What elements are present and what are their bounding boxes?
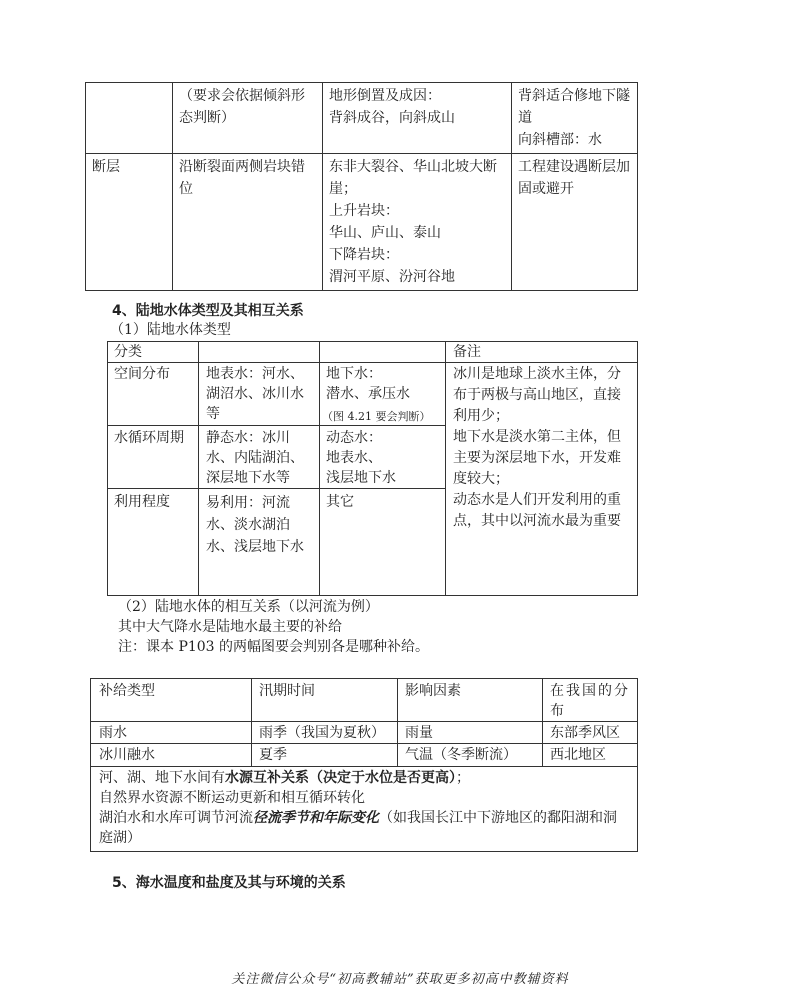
- table-cell: 断层: [86, 154, 173, 291]
- land-water-types-table: [107, 341, 638, 596]
- table-cell: 西北地区: [550, 747, 606, 763]
- table-row: [86, 83, 638, 154]
- divider: [91, 743, 637, 744]
- divider: [108, 488, 445, 489]
- dynamic-water-cell: 动态水： 地表水、 浅层地下水: [326, 430, 396, 486]
- table-cell: 背斜适合修地下隧道 向斜槽部：水: [512, 83, 638, 154]
- row-label-cycle: 水循环周期: [114, 430, 184, 446]
- header-flood-season: 汛期时间: [259, 683, 315, 699]
- groundwater-cell: 地下水： 潜水、承压水: [326, 366, 410, 402]
- table-cell: 沿断裂面两侧岩块错位: [173, 154, 323, 291]
- table-cell: 雨量: [405, 725, 433, 741]
- header-remark: 备注: [453, 344, 481, 360]
- header-factor: 影响因素: [405, 683, 461, 699]
- surface-water-cell: 地表水：河水、湖沼水、冰川水等: [206, 366, 304, 422]
- header-distribution: 在我国的分布: [550, 683, 630, 719]
- geologic-structure-table: [85, 82, 638, 291]
- divider: [91, 721, 637, 722]
- table-cell: 气温（冬季断流）: [405, 747, 517, 763]
- table-cell: （要求会依据倾斜形态判断）: [173, 83, 323, 154]
- note-line-1: 河、湖、地下水间有水源互补关系（决定于水位是否更高）；: [99, 770, 470, 786]
- divider: [108, 362, 637, 363]
- figure-note: （图 4.21 要会判断）: [322, 410, 431, 423]
- divider: [542, 679, 543, 767]
- subheading-relations: （2）陆地水体的相互关系（以河流为例）: [118, 599, 379, 615]
- header-classification: 分类: [114, 344, 142, 360]
- note-line-2: 自然界水资源不断运动更新和相互循环转化: [99, 790, 365, 806]
- note-line-3: 湖泊水和水库可调节河流径流季节和年际变化（如我国长江中下游地区的鄱阳湖和洞: [99, 810, 617, 826]
- row-label-usage: 利用程度: [114, 494, 170, 510]
- table-cell: 工程建设遇断层加固或避开: [512, 154, 638, 291]
- subheading-land-water-types: （1）陆地水体类型: [110, 322, 231, 338]
- textbook-note: 注：课本 P103 的两幅图要会判别各是哪种补给。: [118, 639, 430, 655]
- table-cell: 雨水: [99, 725, 127, 741]
- table-cell: 东非大裂谷、华山北坡大断崖； 上升岩块： 华山、庐山、泰山 下降岩块： 渭河平原、汾河谷地: [323, 154, 512, 291]
- divider: [198, 342, 199, 595]
- static-water-cell: 静态水：冰川水、内陆湖泊、深层地下水等: [206, 430, 304, 486]
- easy-use-cell: 易利用：河流水、淡水湖泊水、浅层地下水: [206, 495, 304, 555]
- section-5-heading: 5、海水温度和盐度及其与环境的关系: [112, 875, 346, 891]
- table-cell: 东部季风区: [550, 725, 620, 741]
- divider: [319, 342, 320, 595]
- header-supply-type: 补给类型: [99, 683, 155, 699]
- section-4-heading: 4、陆地水体类型及其相互关系: [112, 303, 304, 319]
- other-cell: 其它: [326, 494, 354, 510]
- divider: [108, 425, 445, 426]
- divider: [397, 679, 398, 767]
- footer-promo: 关注微信公众号“初高教辅站”获取更多初高中教辅资料: [231, 972, 569, 987]
- divider: [91, 766, 637, 767]
- note-line-4: 庭湖）: [99, 830, 141, 846]
- table-cell: 冰川融水: [99, 747, 155, 763]
- row-label-spatial: 空间分布: [114, 366, 170, 382]
- divider: [251, 679, 252, 767]
- remark-cell: 冰川是地球上淡水主体，分布于两极与高山地区，直接利用少； 地下水是淡水第二主体，但主要为深层地下水，开发难度较大； 动态水是人们开发利用的重点，其中以河流水最为重要: [453, 366, 621, 529]
- table-cell: 地形倒置及成因： 背斜成谷，向斜成山: [323, 83, 512, 154]
- divider: [445, 342, 446, 595]
- table-cell: 雨季（我国为夏秋）: [259, 725, 385, 741]
- table-cell: 夏季: [259, 747, 287, 763]
- table-cell: [86, 83, 173, 154]
- main-supply-note: 其中大气降水是陆地水最主要的补给: [118, 619, 342, 635]
- river-supply-table: [90, 678, 638, 852]
- table-row: [86, 154, 638, 291]
